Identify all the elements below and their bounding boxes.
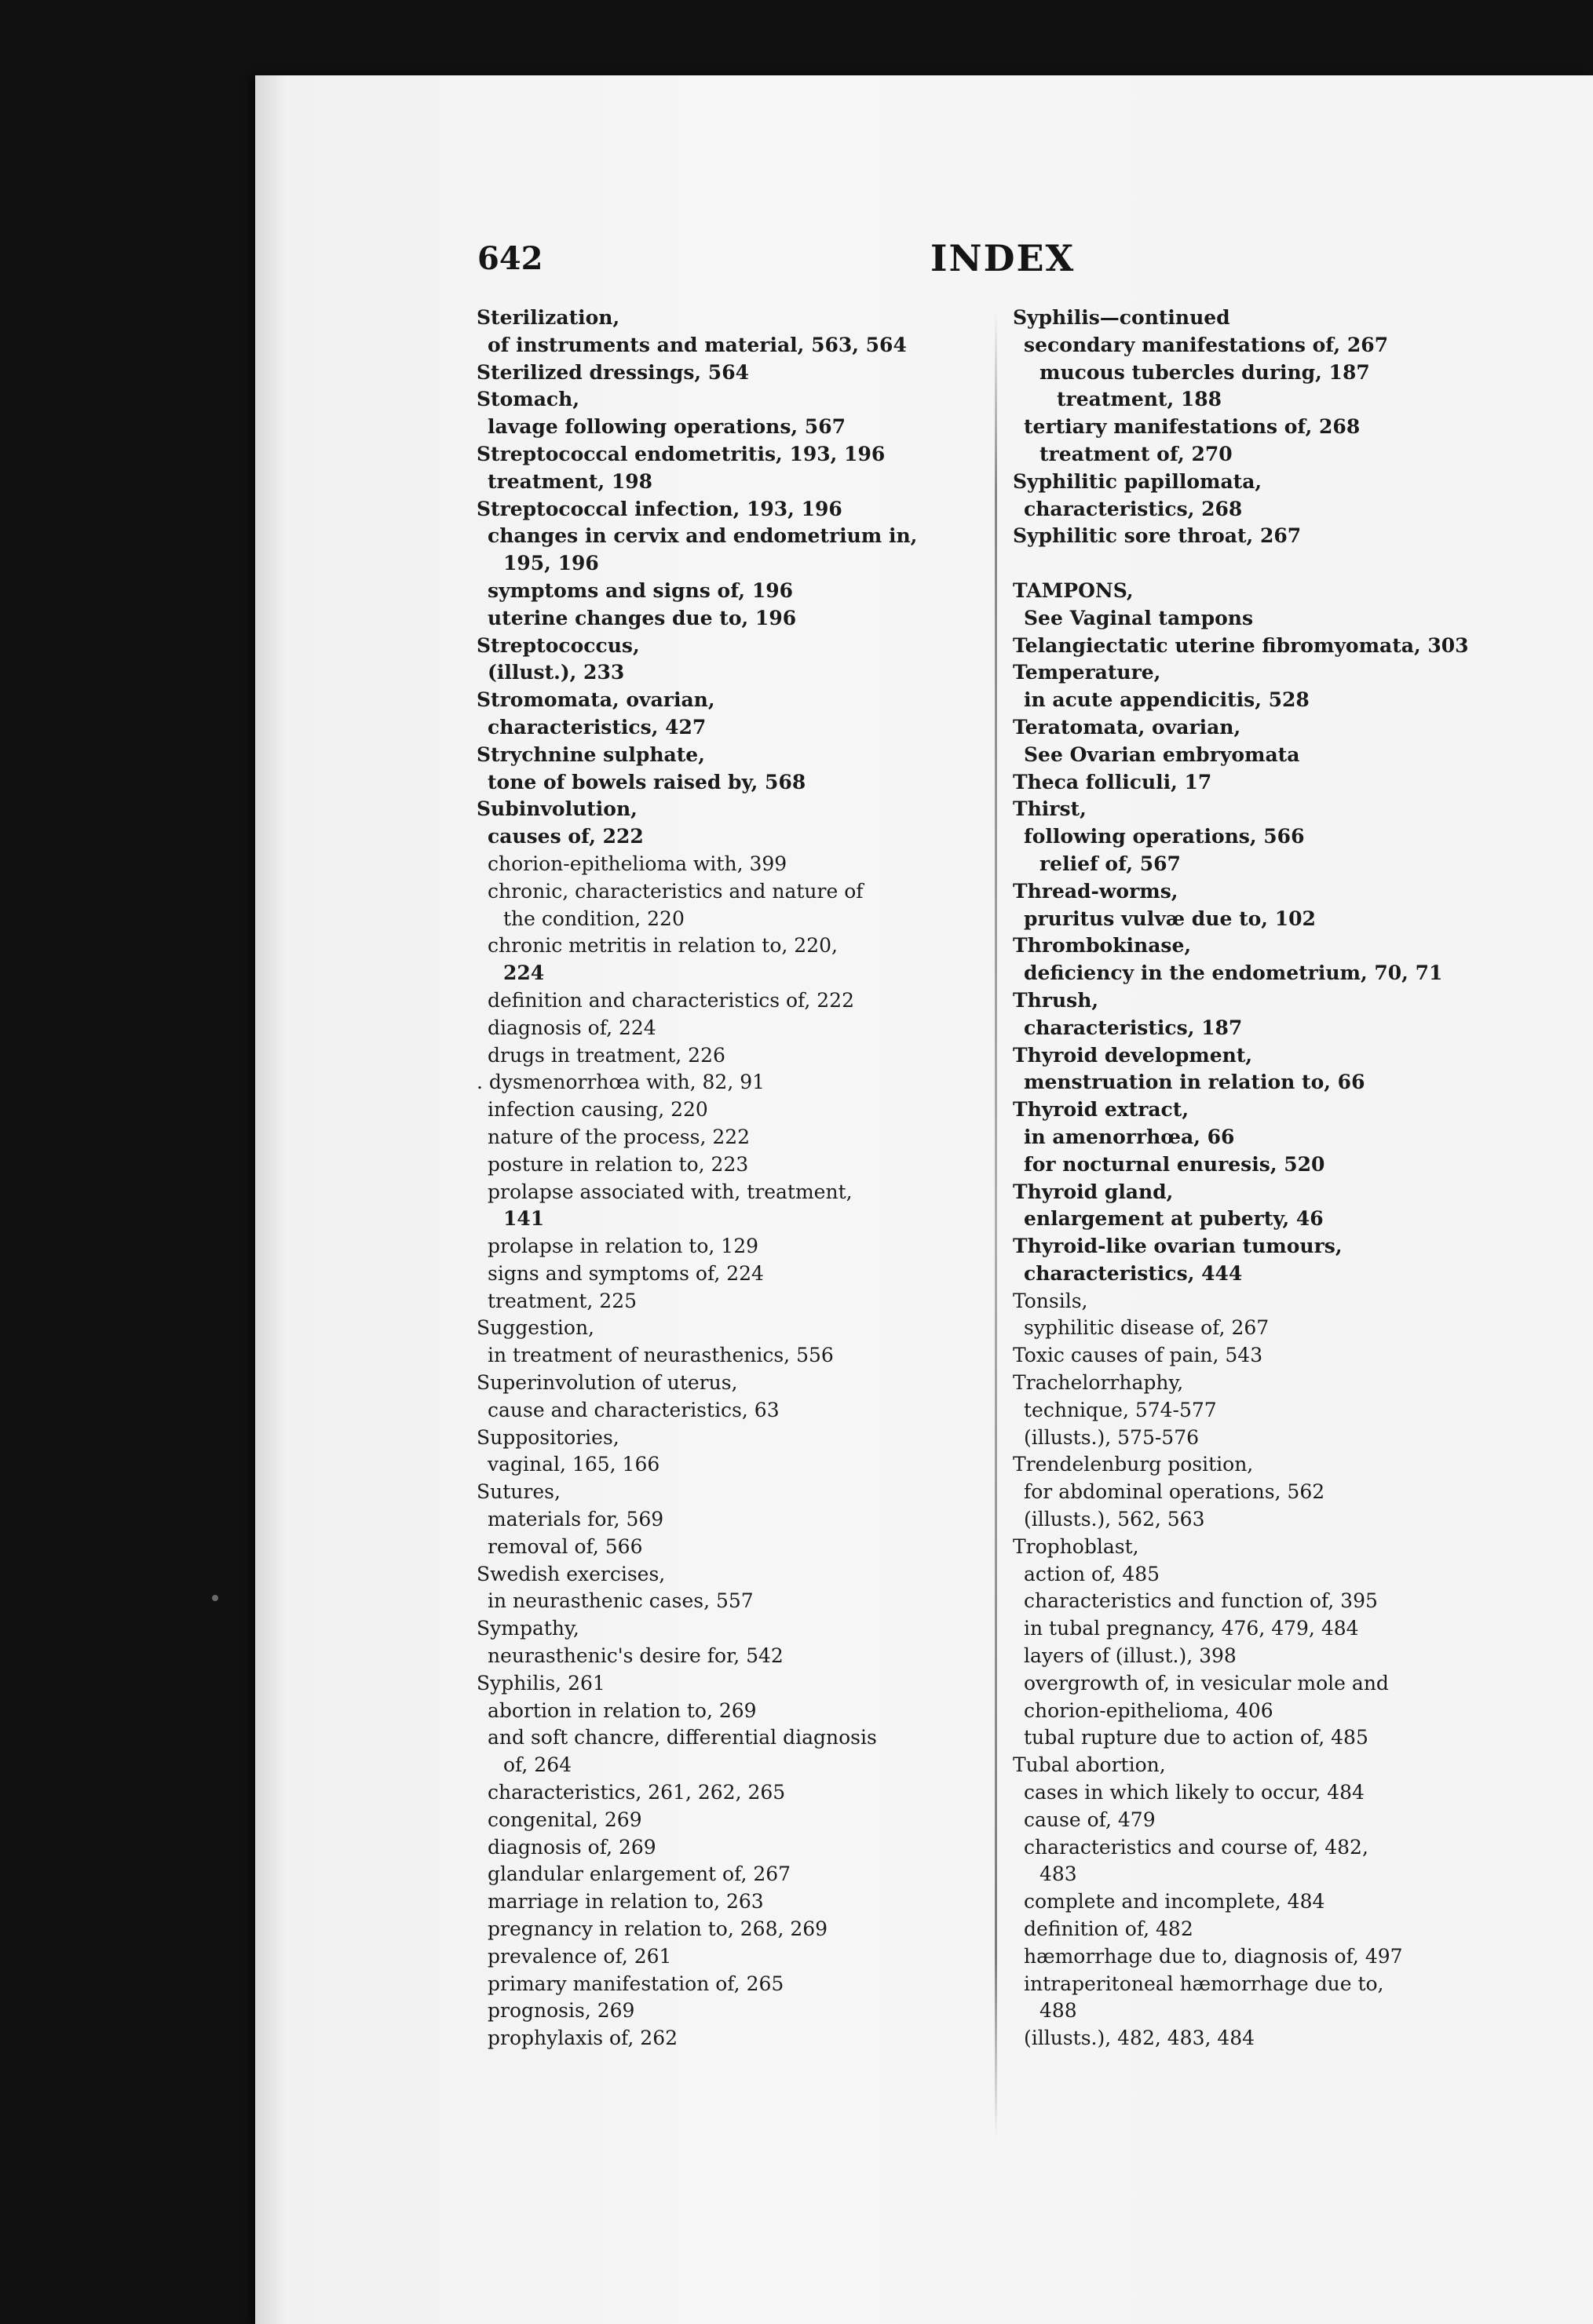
index-heading: Telangiectatic uterine fibromyomata, 303 [1013, 633, 1469, 657]
index-subentry: layers of (illust.), 398 [1024, 1644, 1237, 1668]
index-heading: Tonsils, [1013, 1289, 1088, 1312]
index-subentry: prolapse in relation to, 129 [488, 1235, 759, 1258]
index-heading: Syphilis, 261 [477, 1671, 605, 1695]
index-heading: Suppositories, [477, 1425, 619, 1449]
index-heading: Thyroid-like ovarian tumours, [1013, 1235, 1343, 1258]
index-subentry: of, 264 [503, 1753, 572, 1777]
index-subentry: prevalence of, 261 [488, 1944, 672, 1968]
index-heading: Syphilis—continued [1013, 306, 1230, 329]
index-subentry: treatment, 188 [1057, 388, 1222, 411]
index-subentry: syphilitic disease of, 267 [1024, 1316, 1270, 1340]
index-subentry: signs and symptoms of, 224 [488, 1261, 764, 1285]
index-subentry: diagnosis of, 269 [488, 1835, 656, 1859]
margin-speck [212, 1595, 218, 1601]
index-subentry: prognosis, 269 [488, 1999, 635, 2023]
index-heading: Theca folliculi, 17 [1013, 770, 1212, 794]
index-subentry: the condition, 220 [503, 907, 685, 930]
index-subentry: following operations, 566 [1024, 825, 1305, 848]
index-subentry: marriage in relation to, 263 [488, 1890, 764, 1914]
index-column-right [1013, 305, 1593, 2052]
index-subentry: definition and characteristics of, 222 [488, 988, 854, 1012]
index-heading: Trophoblast, [1013, 1534, 1139, 1558]
index-subentry: prolapse associated with, treatment, [488, 1180, 853, 1203]
index-subentry: characteristics, 261, 262, 265 [488, 1781, 786, 1804]
index-heading: Thread-worms, [1013, 879, 1178, 903]
index-subentry: pruritus vulvæ due to, 102 [1024, 907, 1316, 930]
index-subentry: glandular enlargement of, 267 [488, 1862, 791, 1886]
index-subentry: hæmorrhage due to, diagnosis of, 497 [1024, 1944, 1403, 1968]
index-heading: Thyroid extract, [1013, 1098, 1189, 1122]
index-heading: Sterilization, [477, 306, 620, 329]
index-heading: Sympathy, [477, 1617, 579, 1640]
index-subentry: menstruation in relation to, 66 [1024, 1071, 1365, 1094]
index-subentry: causes of, 222 [488, 825, 644, 848]
index-subentry: and soft chancre, differential diagnosis [488, 1726, 877, 1749]
index-subentry: changes in cervix and endometrium in, [488, 524, 918, 548]
index-subentry: tone of bowels raised by, 568 [488, 770, 806, 794]
index-subentry: (illusts.), 562, 563 [1024, 1508, 1205, 1531]
index-heading: Syphilitic sore throat, 267 [1013, 524, 1302, 548]
index-subentry: deficiency in the endometrium, 70, 71 [1024, 961, 1443, 985]
index-subentry: secondary manifestations of, 267 [1024, 333, 1389, 356]
index-heading: Tubal abortion, [1013, 1753, 1166, 1777]
index-subentry: (illusts.), 482, 483, 484 [1024, 2027, 1255, 2050]
index-heading: Suggestion, [477, 1316, 594, 1340]
index-subentry: in neurasthenic cases, 557 [488, 1589, 754, 1613]
index-subentry: See Ovarian embryomata [1024, 742, 1300, 766]
index-heading: Thyroid gland, [1013, 1180, 1174, 1203]
index-subentry: treatment, 198 [488, 469, 653, 493]
index-subentry: cause and characteristics, 63 [488, 1398, 780, 1421]
index-heading: Subinvolution, [477, 797, 638, 821]
index-heading: Thrush, [1013, 988, 1099, 1012]
index-subentry: cases in which likely to occur, 484 [1024, 1781, 1365, 1804]
index-heading: Temperature, [1013, 661, 1161, 684]
index-subentry: uterine changes due to, 196 [488, 606, 797, 629]
index-heading: Thrombokinase, [1013, 934, 1192, 958]
index-subentry: treatment of, 270 [1039, 442, 1233, 465]
index-subentry: in tubal pregnancy, 476, 479, 484 [1024, 1617, 1359, 1640]
index-subentry: characteristics and course of, 482, [1024, 1835, 1368, 1859]
index-subentry: relief of, 567 [1039, 852, 1181, 875]
index-heading: Strychnine sulphate, [477, 742, 705, 766]
index-heading: Streptococcal infection, 193, 196 [477, 497, 842, 520]
index-heading: Syphilitic papillomata, [1013, 469, 1262, 493]
index-subentry: primary manifestation of, 265 [488, 1972, 784, 1995]
index-heading: Swedish exercises, [477, 1562, 666, 1585]
index-spacer [1013, 550, 1593, 578]
index-subentry: cause of, 479 [1024, 1808, 1156, 1831]
index-subentry: (illust.), 233 [488, 661, 625, 684]
index-heading: Teratomata, ovarian, [1013, 715, 1241, 739]
index-subentry: abortion in relation to, 269 [488, 1698, 757, 1722]
index-subentry: in treatment of neurasthenics, 556 [488, 1344, 834, 1367]
index-subentry: of instruments and material, 563, 564 [488, 333, 907, 356]
index-subentry: for nocturnal enuresis, 520 [1024, 1152, 1325, 1176]
index-subentry: 141 [503, 1207, 545, 1231]
index-subentry: for abdominal operations, 562 [1024, 1480, 1325, 1504]
index-subentry: drugs in treatment, 226 [488, 1043, 725, 1067]
index-subentry: action of, 485 [1024, 1562, 1160, 1585]
index-subentry: prophylaxis of, 262 [488, 2027, 678, 2050]
index-subentry: 195, 196 [503, 552, 599, 575]
index-subentry: diagnosis of, 224 [488, 1016, 656, 1039]
index-heading: Trendelenburg position, [1013, 1453, 1254, 1476]
index-subentry: vaginal, 165, 166 [488, 1453, 660, 1476]
index-heading: Sutures, [477, 1480, 561, 1504]
index-subentry: characteristics and function of, 395 [1024, 1589, 1378, 1613]
index-heading: TAMPONS, [1013, 578, 1134, 602]
index-subentry: nature of the process, 222 [488, 1125, 751, 1148]
index-subentry: chronic metritis in relation to, 220, [488, 934, 838, 958]
index-subentry: chorion-epithelioma with, 399 [488, 852, 787, 875]
index-subentry: mucous tubercles during, 187 [1039, 360, 1370, 384]
index-subentry: symptoms and signs of, 196 [488, 578, 794, 602]
index-subentry: in acute appendicitis, 528 [1024, 688, 1310, 712]
index-heading: Stromomata, ovarian, [477, 688, 715, 712]
index-subentry: chronic, characteristics and nature of [488, 879, 864, 903]
index-subentry: lavage following operations, 567 [488, 415, 846, 439]
index-subentry: chorion-epithelioma, 406 [1024, 1698, 1273, 1722]
index-heading: . dysmenorrhœa with, 82, 91 [477, 1071, 765, 1094]
index-subentry: characteristics, 444 [1024, 1261, 1243, 1285]
index-heading: Streptococcal endometritis, 193, 196 [477, 442, 886, 465]
index-heading: Streptococcus, [477, 633, 640, 657]
index-heading: Thirst, [1013, 797, 1087, 821]
index-subentry: characteristics, 187 [1024, 1016, 1243, 1039]
index-subentry: tubal rupture due to action of, 485 [1024, 1726, 1368, 1749]
index-subentry: See Vaginal tampons [1024, 606, 1254, 629]
index-subentry: 483 [1039, 1862, 1077, 1886]
page-number: 642 [477, 240, 543, 277]
index-heading: Stomach, [477, 388, 580, 411]
index-subentry: pregnancy in relation to, 268, 269 [488, 1917, 828, 1941]
column-divider [995, 311, 997, 2140]
index-heading: Toxic causes of pain, 543 [1013, 1344, 1263, 1367]
index-subentry: treatment, 225 [488, 1289, 638, 1312]
index-subentry: characteristics, 268 [1024, 497, 1243, 520]
index-subentry: complete and incomplete, 484 [1024, 1890, 1325, 1914]
index-subentry: overgrowth of, in vesicular mole and [1024, 1671, 1389, 1695]
page-heading: INDEX [930, 237, 1076, 279]
index-heading: Sterilized dressings, 564 [477, 360, 749, 384]
index-heading: Trachelorrhaphy, [1013, 1371, 1184, 1395]
index-subentry: congenital, 269 [488, 1808, 642, 1831]
index-subentry: (illusts.), 575-576 [1024, 1425, 1200, 1449]
index-subentry: tertiary manifestations of, 268 [1024, 415, 1361, 439]
index-subentry: materials for, 569 [488, 1508, 664, 1531]
index-heading: Superinvolution of uterus, [477, 1371, 738, 1395]
index-subentry: 224 [503, 961, 545, 985]
index-heading: Thyroid development, [1013, 1043, 1253, 1067]
index-subentry: in amenorrhœa, 66 [1024, 1125, 1235, 1148]
index-subentry: neurasthenic's desire for, 542 [488, 1644, 784, 1668]
index-subentry: intraperitoneal hæmorrhage due to, [1024, 1972, 1384, 1995]
index-subentry: definition of, 482 [1024, 1917, 1193, 1941]
index-subentry: 488 [1039, 1999, 1077, 2023]
book-page [255, 75, 1593, 2324]
index-subentry: technique, 574-577 [1024, 1398, 1217, 1421]
index-subentry: posture in relation to, 223 [488, 1152, 749, 1176]
index-subentry: removal of, 566 [488, 1534, 643, 1558]
index-subentry: enlargement at puberty, 46 [1024, 1207, 1324, 1231]
index-subentry: characteristics, 427 [488, 715, 707, 739]
index-subentry: infection causing, 220 [488, 1098, 708, 1122]
